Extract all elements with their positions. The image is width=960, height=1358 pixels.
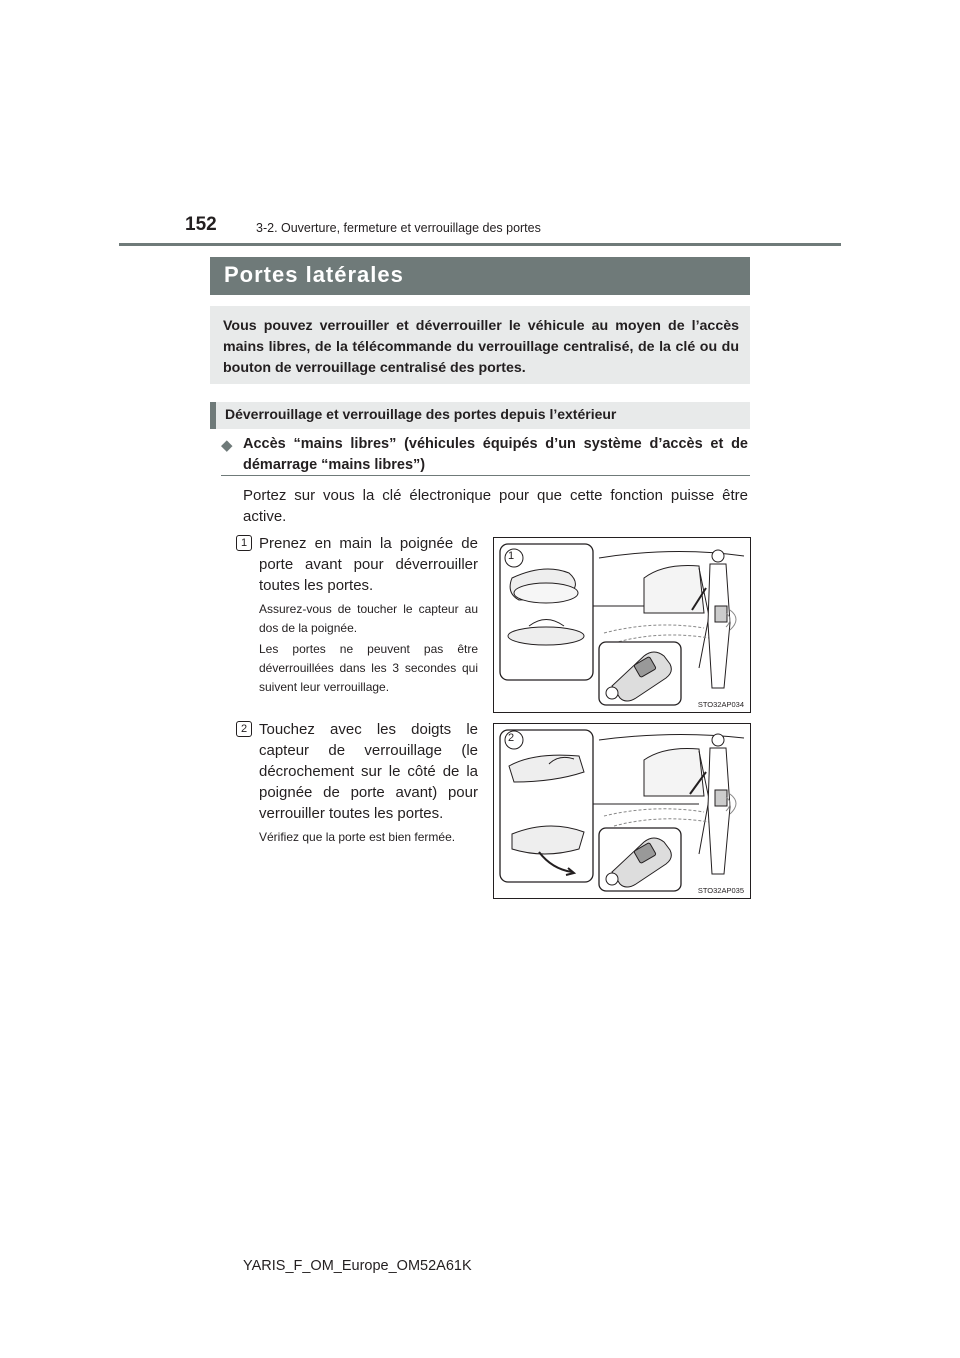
figure-lock-illustration bbox=[494, 724, 750, 898]
figure-lock-code: STO32AP035 bbox=[697, 886, 744, 895]
subsection-title: Déverrouillage et verrouillage des portes depuis l’extérieur bbox=[210, 402, 750, 429]
section-intro: Vous pouvez verrouiller et déverrouiller le véhicule au moyen de l’accès mains libres, de la télécommande du verrouillage centralisé, de la clé ou du bouton de verrouillage centralisé des portes. bbox=[210, 306, 750, 384]
figure-unlock-callout: 1 bbox=[508, 550, 515, 562]
diamond-bullet-icon: ◆ bbox=[221, 437, 233, 454]
step-number-2: 2 bbox=[236, 721, 252, 737]
step-2-note-1: Vérifiez que la porte est bien fermée. bbox=[259, 830, 456, 844]
step-1-note-1: Assurez-vous de toucher le capteur au dos de la poignée. bbox=[259, 602, 478, 635]
figure-lock-callout: 2 bbox=[508, 732, 515, 744]
figure-unlock-code: STO32AP034 bbox=[697, 700, 744, 709]
figure-unlock bbox=[493, 537, 751, 713]
feature-intro: Portez sur vous la clé électronique pour que cette fonction puisse être active. bbox=[243, 487, 748, 525]
running-head: 3-2. Ouverture, fermeture et verrouillage des portes bbox=[256, 221, 541, 235]
step-2-text: Touchez avec les doigts le capteur de verrouillage (le décrochement sur le côté de la poignée de porte avant) pour verrouiller toutes les portes. bbox=[259, 721, 478, 822]
figure-lock bbox=[493, 723, 751, 899]
step-1-note-2: Les portes ne peuvent pas être déverrouillées dans les 3 secondes qui suivent leur verrouillage. bbox=[259, 642, 478, 694]
page-number: 152 bbox=[185, 214, 217, 235]
header-rule bbox=[119, 243, 841, 246]
feature-rule bbox=[221, 475, 750, 476]
step-number-1: 1 bbox=[236, 535, 252, 551]
figure-unlock-illustration bbox=[494, 538, 750, 712]
step-1-text: Prenez en main la poignée de porte avant pour déverrouiller toutes les portes. bbox=[259, 535, 478, 594]
feature-title: Accès “mains libres” (véhicules équipés d’un système d’accès et de démarrage “mains libres”) bbox=[243, 436, 748, 473]
footer-doc-id: YARIS_F_OM_Europe_OM52A61K bbox=[243, 1258, 472, 1274]
section-title: Portes latérales bbox=[210, 257, 750, 295]
